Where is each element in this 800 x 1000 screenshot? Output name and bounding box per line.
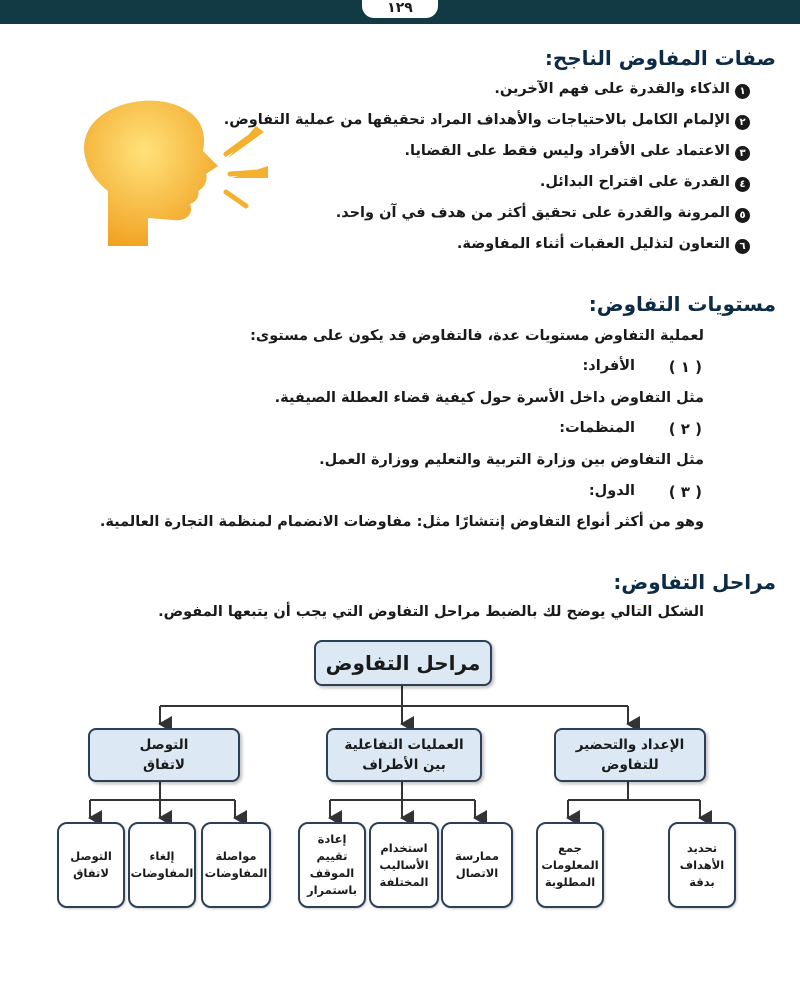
bullet-3: ٣ xyxy=(735,146,750,161)
leaf-box-collect-information: جمع المعلومات المطلوبة xyxy=(536,822,604,908)
trait-item-6: التعاون لتذليل العقبات أثناء المفاوضة. xyxy=(456,236,730,252)
bullet-2: ٢ xyxy=(735,115,750,130)
page-number: ١٢٩ xyxy=(362,0,438,18)
stage-box-interaction: العمليات التفاعلية بين الأطراف xyxy=(326,728,482,782)
bullet-5: ٥ xyxy=(735,208,750,223)
leaf-box-cancel-negotiations: إلغاء المفاوضات xyxy=(128,822,196,908)
leaf-box-reassess-position: إعادة تقييم الموقف باستمرار xyxy=(298,822,366,908)
stages-intro: الشكل التالي يوضح لك بالضبط مراحل التفاوض التي يجب أن يتبعها المفوض. xyxy=(158,604,704,620)
level-3-label: الدول: xyxy=(588,483,635,499)
diagram-root-box: مراحل التفاوض xyxy=(314,640,492,686)
level-1-example: مثل التفاوض داخل الأسرة حول كيفية قضاء العطلة الصيفية. xyxy=(274,390,704,406)
level-2-example: مثل التفاوض بين وزارة التربية والتعليم ووزارة العمل. xyxy=(319,452,704,468)
leaf-box-practice-communication: ممارسة الاتصال xyxy=(441,822,513,908)
level-2-label: المنظمات: xyxy=(559,420,635,436)
trait-item-2: الإلمام الكامل بالاحتياجات والأهداف المراد تحقيقها من عملية التفاوض. xyxy=(223,112,730,128)
bullet-6: ٦ xyxy=(735,239,750,254)
bullet-1: ١ xyxy=(735,84,750,99)
leaf-box-define-goals: تحديد الأهداف بدقة xyxy=(668,822,736,908)
level-3-number: ( ٣ ) xyxy=(668,483,702,501)
level-1-label: الأفراد: xyxy=(582,358,635,374)
section-title-negotiator-traits: صفات المفاوض الناجح: xyxy=(544,46,776,70)
trait-item-5: المرونة والقدرة على تحقيق أكثر من هدف في آن واحد. xyxy=(335,205,730,221)
trait-item-1: الذكاء والقدرة على فهم الآخرين. xyxy=(494,81,730,97)
section-title-negotiation-levels: مستويات التفاوض: xyxy=(588,292,776,316)
trait-item-4: القدرة على اقتراح البدائل. xyxy=(539,174,730,190)
leaf-box-continue-negotiations: مواصلة المفاوضات xyxy=(201,822,271,908)
leaf-box-use-methods: استخدام الأساليب المختلفة xyxy=(369,822,439,908)
leaf-box-reach-agreement: التوصل لاتفاق xyxy=(57,822,125,908)
stage-box-agreement: التوصل لاتفاق xyxy=(88,728,240,782)
level-2-number: ( ٢ ) xyxy=(668,420,702,438)
section-title-negotiation-stages: مراحل التفاوض: xyxy=(613,570,776,594)
levels-intro: لعملية التفاوض مستويات عدة، فالتفاوض قد يكون على مستوى: xyxy=(250,328,704,344)
level-3-example: وهو من أكثر أنواع التفاوض إنتشارًا مثل: مفاوضات الانضمام لمنظمة التجارة العالمية. xyxy=(99,514,704,530)
stage-box-preparation: الإعداد والتحضير للتفاوض xyxy=(554,728,706,782)
level-1-number: ( ١ ) xyxy=(668,358,702,376)
trait-item-3: الاعتماد على الأفراد وليس فقط على القضايا. xyxy=(404,143,730,159)
bullet-4: ٤ xyxy=(735,177,750,192)
